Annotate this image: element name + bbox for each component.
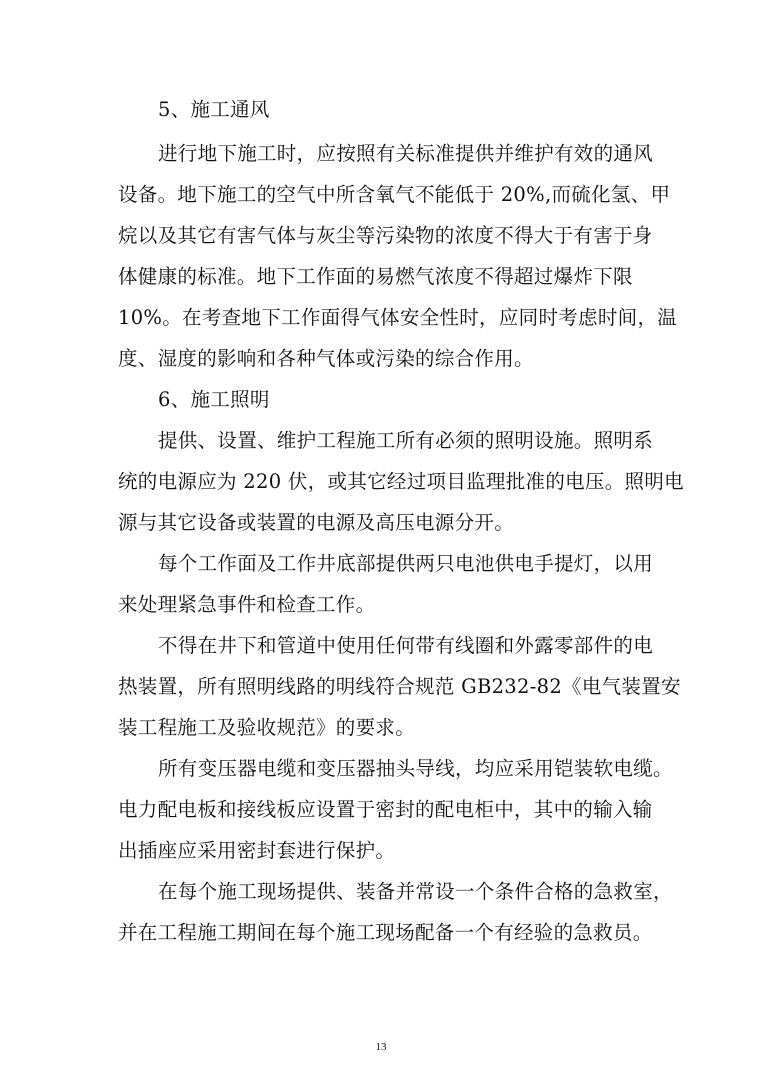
- section-5-line: 度、湿度的影响和各种气体或污染的综合作用。: [118, 347, 534, 370]
- paragraph-line: 每个工作面及工作井底部提供两只电池供电手提灯，以用: [158, 552, 654, 575]
- section-5-line: 烷以及其它有害气体与灰尘等污染物的浓度不得大于有害于身: [118, 224, 653, 247]
- paragraph-line: 来处理紧急事件和检查工作。: [118, 593, 376, 616]
- paragraph-line: 统的电源应为 220 伏，或其它经过项目监理批准的电压。照明电: [118, 470, 684, 493]
- paragraph-line: 提供、设置、维护工程施工所有必须的照明设施。照明系: [158, 429, 654, 452]
- section-5-line: 进行地下施工时，应按照有关标准提供并维护有效的通风: [158, 142, 654, 165]
- section-5-line: 体健康的标准。地下工作面的易燃气浓度不得超过爆炸下限: [118, 265, 633, 288]
- paragraph-line: 装工程施工及验收规范》的要求。: [118, 716, 416, 739]
- section-6-heading: 6、施工照明: [158, 388, 270, 411]
- paragraph-line: 电力配电板和接线板应设置于密封的配电柜中，其中的输入输: [118, 798, 653, 821]
- paragraph-line: 所有变压器电缆和变压器抽头导线，均应采用铠装软电缆。: [158, 757, 673, 780]
- section-5-line: 10%。在考查地下工作面得气体安全性时，应同时考虑时间，温: [118, 306, 678, 329]
- paragraph-line: 源与其它设备或装置的电源及高压电源分开。: [118, 511, 515, 534]
- section-5-line: 设备。地下施工的空气中所含氧气不能低于 20%,而硫化氢、甲: [118, 183, 671, 206]
- page-number: 13: [375, 1041, 387, 1053]
- paragraph-line: 在每个施工现场提供、装备并常设一个条件合格的急救室，: [158, 880, 673, 903]
- paragraph-line: 热装置，所有照明线路的明线符合规范 GB232-82《电气装置安: [118, 675, 681, 698]
- paragraph-line: 不得在井下和管道中使用任何带有线圈和外露零部件的电: [158, 634, 654, 657]
- paragraph-line: 出插座应采用密封套进行保护。: [118, 839, 396, 862]
- paragraph-line: 并在工程施工期间在每个施工现场配备一个有经验的急救员。: [118, 921, 653, 944]
- section-5-heading: 5、施工通风: [158, 98, 270, 121]
